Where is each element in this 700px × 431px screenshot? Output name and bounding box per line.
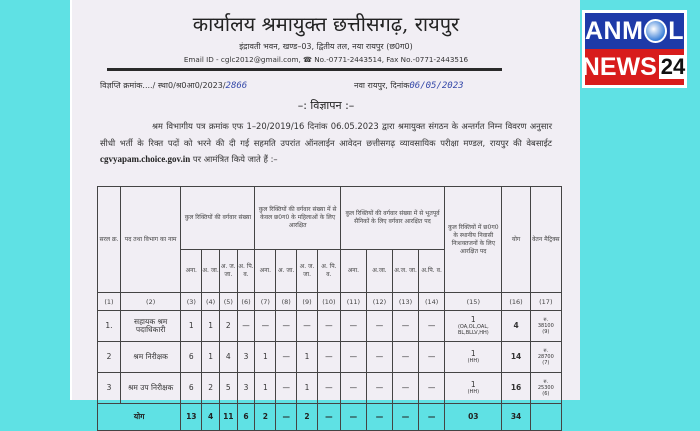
cell: — bbox=[255, 311, 276, 342]
office-contact: Email ID - cglc2012@gmail.com, ☎ No.-0771-2443514, Fax No.-0771-2443516 bbox=[183, 55, 469, 64]
cat-obc: अ.पि. व. bbox=[419, 250, 445, 293]
header-divider bbox=[107, 68, 502, 71]
cell-disabled bbox=[445, 311, 502, 342]
col-num: (11) bbox=[340, 293, 366, 311]
disabled-note: (OA,OL,OAL, BL,BLLV,HH) bbox=[457, 324, 489, 336]
cell: 6 bbox=[181, 373, 202, 404]
reference-number: 2866 bbox=[225, 81, 248, 91]
pay-prefix: रु. bbox=[543, 317, 549, 323]
logo-text-anm: ANM bbox=[585, 16, 644, 45]
column-number-row bbox=[98, 293, 562, 311]
header-serial: सरल क्र. bbox=[98, 187, 121, 293]
col-num: (7) bbox=[255, 293, 276, 311]
cat-ur: अना. bbox=[181, 250, 202, 293]
cell: 2 bbox=[202, 373, 220, 404]
globe-icon bbox=[644, 19, 667, 43]
cell: — bbox=[340, 342, 366, 373]
logo-bottom-band bbox=[581, 49, 686, 85]
notice-date bbox=[354, 80, 464, 91]
col-num: (14) bbox=[419, 293, 445, 311]
header-group-women: कुल रिक्तियों की वर्गवार संख्या में से केवल छ0ग0 के महिलाओं के लिए आरक्षित bbox=[255, 187, 340, 250]
cell: 1 bbox=[202, 311, 220, 342]
cell: — bbox=[276, 342, 297, 373]
cell-pay bbox=[530, 342, 561, 373]
cat-sc: अ. जा. bbox=[202, 250, 220, 293]
cell: — bbox=[393, 342, 419, 373]
body-end: पर आमंत्रित किये जाते हैं :– bbox=[190, 154, 278, 164]
col-num: (6) bbox=[237, 293, 255, 311]
cell: — bbox=[340, 311, 366, 342]
pay-prefix: रु. bbox=[543, 379, 549, 385]
cell: 4 bbox=[202, 404, 220, 431]
pay-level: (7) bbox=[542, 360, 550, 366]
cell: 3 bbox=[237, 373, 255, 404]
cell-disabled bbox=[445, 342, 502, 373]
cell: 3 bbox=[237, 342, 255, 373]
cat-sc: अ. जा. bbox=[276, 250, 297, 293]
cell: — bbox=[297, 311, 318, 342]
pay-level: (9) bbox=[542, 329, 550, 335]
cell: — bbox=[419, 373, 445, 404]
reference-label: विज्ञप्ति क्रमांक..../ स्था0/श्र0आ0/2023/ bbox=[100, 81, 226, 90]
pay-level: (6) bbox=[542, 391, 550, 397]
body-text: श्रम विभागीय पत्र क्रमांक एफ 1–20/2019/16 दिनांक 06.05.2023 द्वारा श्रमायुक्त संगठन के अन्तर्गत निम्न विवरण अनुसार सीधी भर्ती के रिक्त पदों को भरने की दी गई सहमति उपरांत ऑनलाईन आवेदन छत्तीसगढ़ व्यावसायिक परीक्षा मण्डल, रायपुर की वेबसाईट bbox=[100, 121, 552, 148]
cell-post: सहायक श्रम पदाधिकारी bbox=[120, 311, 180, 342]
header-pay: वेतन मैट्रिक्स bbox=[530, 187, 561, 293]
col-num: (13) bbox=[393, 293, 419, 311]
cell: — bbox=[419, 342, 445, 373]
cell: 1 bbox=[181, 311, 202, 342]
cell: — bbox=[419, 404, 445, 431]
cell: — bbox=[393, 404, 419, 431]
cell: — bbox=[340, 373, 366, 404]
cat-st: अ. ज. जा. bbox=[219, 250, 237, 293]
col-num: (4) bbox=[202, 293, 220, 311]
logo-top-band bbox=[585, 13, 684, 49]
cell: 2 bbox=[219, 311, 237, 342]
disabled-count: 1 bbox=[470, 349, 476, 358]
header-group-total: कुल रिक्तियों की वर्गवार संख्या bbox=[181, 187, 255, 250]
cell-disabled bbox=[445, 373, 502, 404]
vacancy-table bbox=[97, 186, 562, 431]
col-num: (1) bbox=[98, 293, 121, 311]
cell: — bbox=[366, 342, 392, 373]
cell-total: 14 bbox=[502, 342, 530, 373]
cell: 2 bbox=[255, 404, 276, 431]
cat-obc: अ. पि. व. bbox=[237, 250, 255, 293]
header-post: पद तथा विभाग का नाम bbox=[120, 187, 180, 293]
disabled-count: 1 bbox=[470, 380, 476, 389]
office-address: इंद्रावती भवन, खण्ड–03, द्वितीय तल, नया रायपुर (छ0ग0) bbox=[239, 42, 413, 51]
col-num: (17) bbox=[530, 293, 561, 311]
date-value: 06/05/2023 bbox=[409, 81, 464, 91]
cell: 6 bbox=[181, 342, 202, 373]
cell: 11 bbox=[219, 404, 237, 431]
cell-serial: 2 bbox=[98, 342, 121, 373]
pay-value: 38100 bbox=[537, 323, 554, 329]
cell: — bbox=[276, 404, 297, 431]
cat-st: अ. ज. जा. bbox=[297, 250, 318, 293]
header-group-exservice: कुल रिक्तियों की वर्गवार संख्या में से भूतपूर्व सैनिकों के लिए वर्गवार आरक्षित पद bbox=[340, 187, 444, 250]
cell-total: 16 bbox=[502, 373, 530, 404]
cell: 5 bbox=[219, 373, 237, 404]
cell: — bbox=[366, 404, 392, 431]
cell: 34 bbox=[502, 404, 530, 431]
cell: — bbox=[340, 404, 366, 431]
col-num: (3) bbox=[181, 293, 202, 311]
cell: — bbox=[276, 373, 297, 404]
cell-empty bbox=[530, 404, 561, 431]
cat-ur: अना. bbox=[340, 250, 366, 293]
cell: — bbox=[419, 311, 445, 342]
cat-obc: अ. पि. व. bbox=[317, 250, 340, 293]
col-num: (12) bbox=[366, 293, 392, 311]
pay-prefix: रु. bbox=[543, 348, 549, 354]
cell: 1 bbox=[297, 342, 318, 373]
anmol-news24-logo bbox=[582, 10, 687, 88]
cell: — bbox=[276, 311, 297, 342]
advertisement-title: –: विज्ञापन :– bbox=[297, 99, 355, 112]
cat-st: अ.ज. जा. bbox=[393, 250, 419, 293]
table-row bbox=[98, 342, 562, 373]
header-row-groups bbox=[98, 187, 562, 250]
col-num: (8) bbox=[276, 293, 297, 311]
col-num: (9) bbox=[297, 293, 318, 311]
col-num: (10) bbox=[317, 293, 340, 311]
logo-badge-24: 24 bbox=[660, 54, 686, 79]
totals-label: योग bbox=[98, 404, 181, 431]
cell: 6 bbox=[237, 404, 255, 431]
cell-post: श्रम उप निरीक्षक bbox=[120, 373, 180, 404]
logo-text-l: L bbox=[668, 16, 684, 45]
cell-post: श्रम निरीक्षक bbox=[120, 342, 180, 373]
cell-serial: 1. bbox=[98, 311, 121, 342]
cell: 1 bbox=[255, 373, 276, 404]
totals-row bbox=[98, 404, 562, 431]
col-num: (16) bbox=[502, 293, 530, 311]
header-total: योग bbox=[502, 187, 530, 293]
disabled-note: (HH) bbox=[467, 389, 480, 395]
cell: 1 bbox=[255, 342, 276, 373]
office-title: कार्यालय श्रमायुक्त छत्तीसगढ़, रायपुर bbox=[192, 12, 460, 36]
document-page bbox=[70, 0, 580, 421]
cell: — bbox=[366, 311, 392, 342]
cell: 2 bbox=[297, 404, 318, 431]
website-link: cgvyapam.choice.gov.in bbox=[100, 154, 191, 164]
cell: 1 bbox=[202, 342, 220, 373]
cell: — bbox=[237, 311, 255, 342]
cell-serial: 3 bbox=[98, 373, 121, 404]
table-row bbox=[98, 373, 562, 404]
col-num: (15) bbox=[445, 293, 502, 311]
notice-reference bbox=[100, 80, 247, 91]
disabled-count: 1 bbox=[470, 315, 476, 324]
header-disabled: कुल रिक्तियों में छ0ग0 के स्थानीय निवासी निःशक्तजनों के लिए आरक्षित पद bbox=[445, 187, 502, 293]
cell: — bbox=[317, 311, 340, 342]
table-row bbox=[98, 311, 562, 342]
cell: 13 bbox=[181, 404, 202, 431]
cell-pay bbox=[530, 373, 561, 404]
cell: 4 bbox=[219, 342, 237, 373]
cell: — bbox=[366, 373, 392, 404]
col-num: (2) bbox=[120, 293, 180, 311]
date-label: नवा रायपुर, दिनांक bbox=[354, 81, 410, 90]
cell: — bbox=[317, 404, 340, 431]
cat-sc: अ.जा. bbox=[366, 250, 392, 293]
notice-body bbox=[100, 118, 552, 168]
cell: 1 bbox=[297, 373, 318, 404]
pay-value: 28700 bbox=[537, 354, 554, 360]
cell: — bbox=[317, 373, 340, 404]
cell-pay bbox=[530, 311, 561, 342]
disabled-note: (HH) bbox=[467, 358, 480, 364]
pay-value: 25300 bbox=[537, 385, 554, 391]
cell: — bbox=[393, 373, 419, 404]
cell: 03 bbox=[445, 404, 502, 431]
col-num: (5) bbox=[219, 293, 237, 311]
logo-text-news: NEWS bbox=[581, 52, 657, 81]
cell: — bbox=[393, 311, 419, 342]
cell: — bbox=[317, 342, 340, 373]
cell-total: 4 bbox=[502, 311, 530, 342]
cat-ur: अना. bbox=[255, 250, 276, 293]
